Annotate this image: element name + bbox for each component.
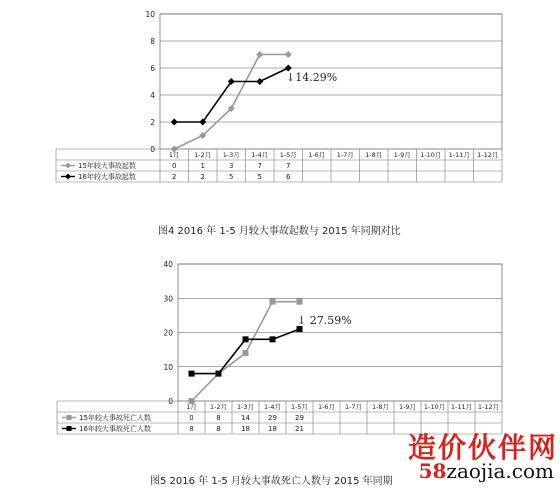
chart-1-annotation: ↓14.29% xyxy=(286,71,338,84)
category-label: 1-2月 xyxy=(209,403,228,411)
category-label: 1-8月 xyxy=(371,403,390,411)
y-tick-label: 4 xyxy=(150,91,155,100)
y-tick-label: 2 xyxy=(150,118,155,127)
legend-label: 16年较大事故死亡人数 xyxy=(79,425,151,433)
series-line-1 xyxy=(174,55,288,150)
y-tick-label: 10 xyxy=(163,362,173,372)
category-label: 1-7月 xyxy=(344,403,363,411)
legend-label: 15年较大事故起数 xyxy=(78,162,136,170)
table-value: 29 xyxy=(268,414,277,422)
legend-label: 16年较大事故起数 xyxy=(78,173,136,181)
y-tick-label: 20 xyxy=(163,328,173,338)
category-label: 1-5月 xyxy=(290,403,309,411)
category-label: 1-5月 xyxy=(279,151,297,159)
data-point xyxy=(216,371,222,377)
legend-marker xyxy=(67,415,72,420)
y-tick-label: 40 xyxy=(163,260,173,269)
y-tick-label: 30 xyxy=(163,294,173,304)
category-label: 1-12月 xyxy=(477,151,499,159)
table-value: 0 xyxy=(189,414,194,422)
category-label: 1-8月 xyxy=(365,151,383,159)
y-tick-label: 6 xyxy=(150,64,155,73)
data-point xyxy=(270,336,276,342)
chart-2 xyxy=(0,250,560,450)
category-label: 1-11月 xyxy=(450,403,473,411)
category-label: 1月 xyxy=(168,151,180,159)
category-label: 1-6月 xyxy=(308,151,326,159)
category-label: 1-4月 xyxy=(263,403,282,411)
table-value: 7 xyxy=(286,162,291,170)
table-value: 29 xyxy=(295,414,304,422)
table-value: 3 xyxy=(229,162,234,170)
category-label: 1-7月 xyxy=(336,151,354,159)
data-point xyxy=(243,350,249,356)
table-value: 2 xyxy=(172,173,177,181)
table-value: 2 xyxy=(200,173,205,181)
chart-1 xyxy=(0,0,560,212)
category-label: 1-4月 xyxy=(251,151,269,159)
watermark-logo: 造价伙伴网 xyxy=(407,431,558,464)
data-point xyxy=(297,299,303,305)
y-tick-label: 0 xyxy=(150,145,155,154)
chart-2-annotation: ↓ 27.59% xyxy=(297,314,352,327)
y-tick-label: 10 xyxy=(145,10,155,19)
category-label: 1-6月 xyxy=(317,403,336,411)
table-value: 8 xyxy=(189,425,194,433)
table-value: 8 xyxy=(216,425,221,433)
data-point xyxy=(256,78,263,85)
data-point xyxy=(256,51,263,58)
category-label: 1-11月 xyxy=(448,151,470,159)
table-value: 14 xyxy=(241,414,250,422)
y-tick-label: 0 xyxy=(168,397,173,406)
table-value: 18 xyxy=(241,425,250,433)
watermark-url: 58zaojia.com xyxy=(418,459,554,483)
legend-marker xyxy=(67,426,72,431)
chart-2-caption: 图5 2016 年 1-5 月较大事故死亡人数与 2015 年同期 xyxy=(150,476,393,487)
y-tick-label: 8 xyxy=(150,37,155,46)
legend-marker xyxy=(65,174,71,180)
table-value: 7 xyxy=(257,162,262,170)
data-point xyxy=(270,299,276,305)
table-value: 21 xyxy=(295,425,304,433)
category-label: 1-9月 xyxy=(393,151,411,159)
category-label: 1-10月 xyxy=(423,403,446,411)
data-point xyxy=(171,119,178,126)
table-value: 5 xyxy=(229,173,234,181)
category-label: 1-2月 xyxy=(194,151,212,159)
table-value: 6 xyxy=(286,173,291,181)
table-value: 1 xyxy=(200,162,205,170)
data-point xyxy=(285,51,292,58)
data-point xyxy=(243,336,249,342)
table-value: 5 xyxy=(257,173,262,181)
category-label: 1-10月 xyxy=(420,151,442,159)
category-label: 1-9月 xyxy=(398,403,417,411)
chart-1-caption: 图4 2016 年 1-5 月较大事故起数与 2015 年同期对比 xyxy=(158,226,401,237)
category-label: 1-3月 xyxy=(236,403,255,411)
category-label: 1-12月 xyxy=(477,403,500,411)
table-value: 18 xyxy=(268,425,277,433)
category-label: 1月 xyxy=(186,403,197,411)
legend-marker xyxy=(65,163,71,169)
data-point xyxy=(189,371,195,377)
table-value: 0 xyxy=(172,162,177,170)
table-value: 8 xyxy=(216,414,221,422)
legend-label: 15年较大事故死亡人数 xyxy=(79,414,151,422)
category-label: 1-3月 xyxy=(222,151,240,159)
